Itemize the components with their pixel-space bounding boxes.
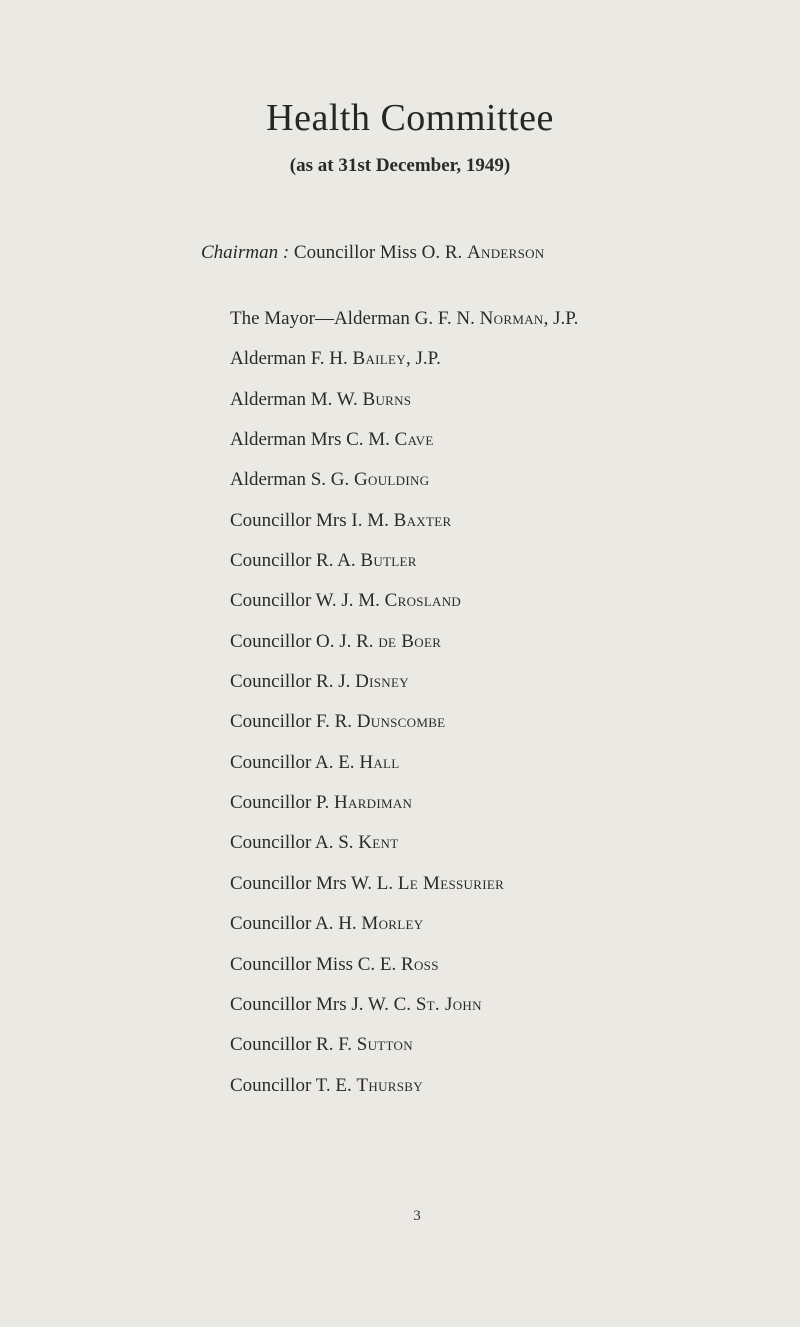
member-prefix: Councillor T. E.: [230, 1074, 352, 1096]
member-item: [230, 467, 578, 507]
member-item: [230, 709, 578, 749]
member-prefix: Councillor Miss C. E.: [230, 953, 397, 975]
member-item: [230, 427, 578, 467]
member-prefix: Councillor P.: [230, 792, 330, 814]
member-list: [230, 306, 578, 1113]
member-prefix: Councillor O. J. R.: [230, 630, 374, 652]
member-item: [230, 548, 578, 588]
member-prefix: Councillor A. S.: [230, 832, 354, 854]
member-surname: Kent: [358, 832, 399, 854]
member-surname: Cave: [394, 429, 434, 451]
member-prefix: Alderman M. W.: [230, 388, 358, 410]
member-surname: Le Messurier: [397, 872, 505, 894]
member-item: [230, 629, 578, 669]
member-prefix: Councillor R. A.: [230, 550, 356, 572]
member-surname: Crosland: [384, 590, 462, 612]
member-surname: Disney: [355, 671, 409, 693]
member-item: [230, 306, 578, 346]
member-item: [230, 992, 578, 1032]
member-item: [230, 830, 578, 870]
chairman-prefix: Councillor Miss O. R.: [293, 242, 463, 263]
member-surname: St. John: [415, 993, 482, 1015]
member-prefix: The Mayor—Alderman G. F. N.: [230, 308, 475, 329]
member-surname: Thursby: [356, 1074, 423, 1096]
member-surname: Baxter: [393, 509, 452, 531]
member-surname: Norman: [479, 308, 544, 329]
member-surname: Sutton: [356, 1034, 413, 1056]
member-item: [230, 508, 578, 548]
member-item: [230, 790, 578, 830]
member-prefix: Alderman Mrs C. M.: [230, 429, 390, 451]
member-surname: Burns: [362, 388, 412, 410]
member-item: [230, 387, 578, 427]
member-item: [230, 911, 578, 951]
member-item: [230, 346, 578, 386]
chairman-line: [201, 242, 545, 264]
member-surname: Dunscombe: [356, 711, 446, 733]
member-prefix: Councillor R. F.: [230, 1034, 352, 1056]
member-suffix: , J.P.: [543, 308, 579, 329]
chairman-surname: Anderson: [467, 242, 545, 263]
member-item: [230, 952, 578, 992]
member-prefix: Councillor F. R.: [230, 711, 352, 733]
member-item: [230, 1073, 578, 1113]
member-surname: Bailey: [352, 348, 406, 370]
member-prefix: Councillor A. E.: [230, 751, 355, 773]
member-item: [230, 588, 578, 628]
member-surname: Hall: [359, 751, 400, 773]
member-surname: Hardiman: [333, 792, 413, 814]
member-prefix: Alderman F. H.: [230, 348, 348, 370]
page-title: Health Committee: [266, 97, 554, 139]
member-surname: Morley: [361, 913, 424, 935]
member-prefix: Councillor Mrs I. M.: [230, 509, 389, 531]
member-prefix: Councillor R. J.: [230, 671, 351, 693]
member-item: [230, 871, 578, 911]
chairman-role: Chairman :: [201, 242, 290, 263]
member-surname: Ross: [401, 953, 439, 975]
member-prefix: Councillor Mrs J. W. C.: [230, 993, 412, 1015]
member-surname: Goulding: [354, 469, 430, 491]
member-prefix: Councillor Mrs W. L.: [230, 872, 394, 894]
member-item: [230, 750, 578, 790]
member-surname: Butler: [360, 550, 417, 572]
member-suffix: , J.P.: [405, 348, 441, 370]
page-subtitle: (as at 31st December, 1949): [289, 155, 511, 176]
page-number: 3: [413, 1208, 421, 1224]
member-prefix: Councillor A. H.: [230, 913, 357, 935]
member-prefix: Councillor W. J. M.: [230, 590, 380, 612]
member-surname: de Boer: [378, 630, 442, 652]
member-item: [230, 1032, 578, 1072]
member-item: [230, 669, 578, 709]
member-prefix: Alderman S. G.: [230, 469, 350, 491]
